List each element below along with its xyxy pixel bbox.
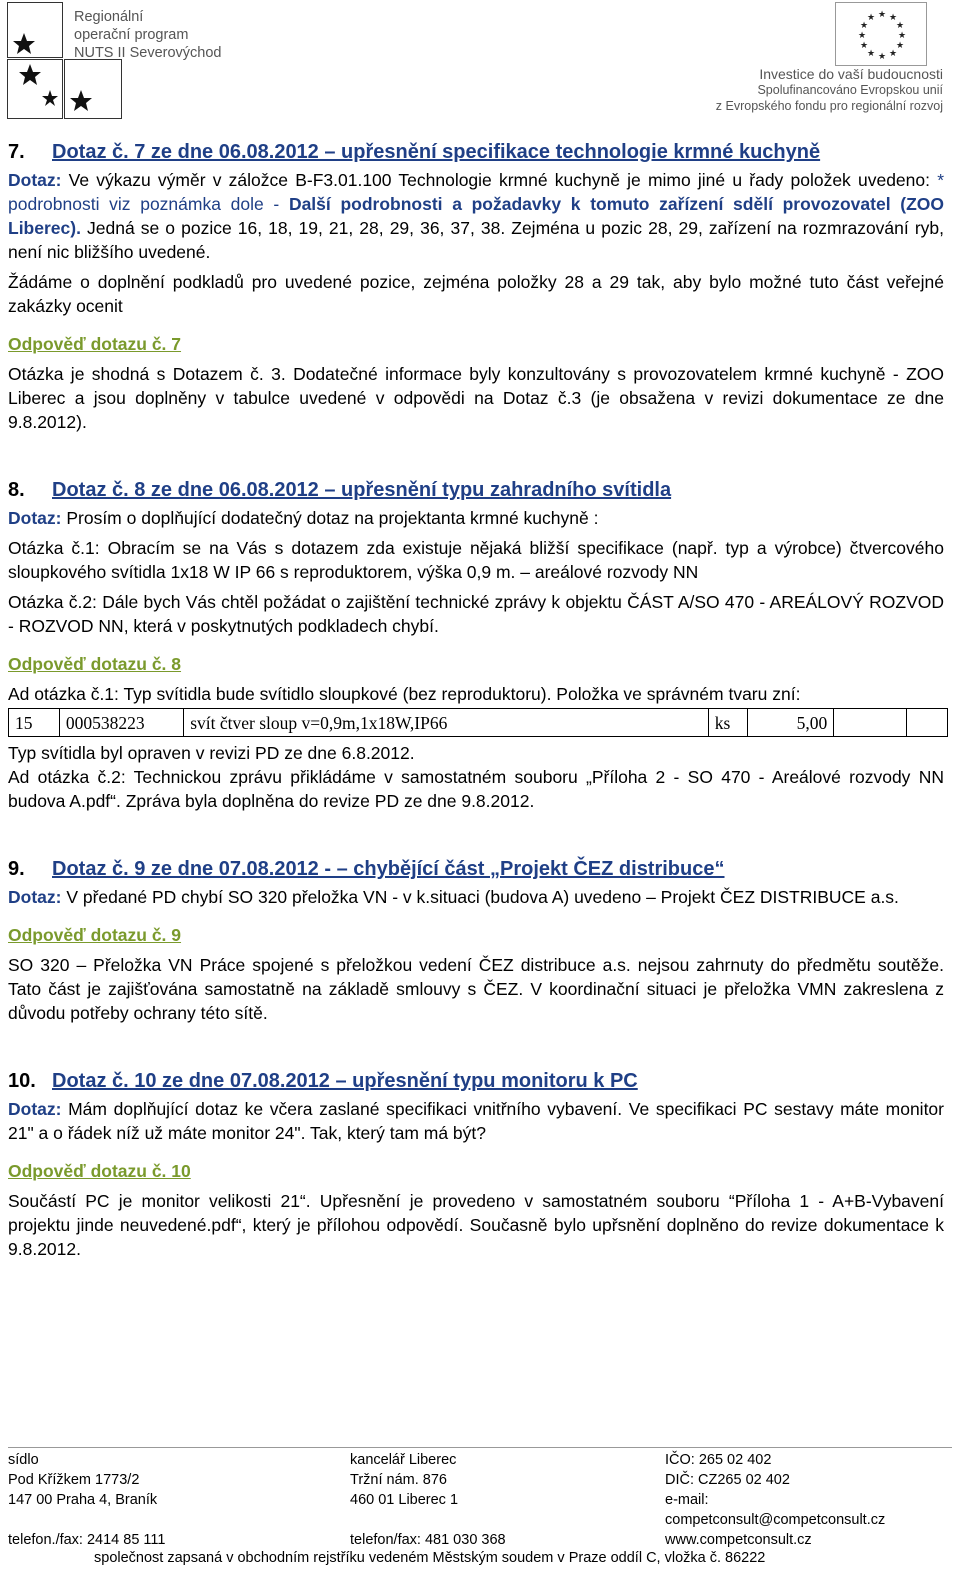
question-label: Dotaz: [8, 170, 62, 190]
svg-text:★: ★ [889, 13, 898, 23]
rop-logo [7, 2, 237, 120]
page-header [0, 0, 960, 125]
table-cell: 000538223 [59, 709, 183, 737]
eu-slogan [716, 66, 943, 114]
answer-7-heading: Odpověď dotazu č. 7 [8, 334, 182, 354]
section-title-link[interactable]: Dotaz č. 10 ze dne 07.08.2012 – upřesnění typu monitoru k PC [52, 1070, 638, 1092]
answer-9: SO 320 – Přeložka VN Práce spojené s přeložkou vedení ČEZ distribuce a.s. nejsou zahrnuty do předmětu soutěže. Tato část je zajišťována samostatně na základě smlouvy s ČEZ. V koordinační situaci je přeložka VMN zakreslena z důvodu potřeby ochrany této sítě. [8, 955, 944, 1023]
page-footer [8, 1447, 952, 1566]
footer-line: Tržní nám. 876 [350, 1472, 447, 1488]
answer-10: Součástí PC je monitor velikosti 21“. Upřesnění je provedeno v samostatném souboru “Příloha 1 - A+B-Vybavení projektu jinde neuvedené.pdf“, který je přílohou odpovědí. Současně bylo upřsnění doplněno do revize dokumentace k 9.8.2012. [8, 1191, 944, 1259]
footer-line: e-mail: [665, 1492, 709, 1508]
question-8-1: Otázka č.1: Obracím se na Vás s dotazem zda existuje nějaká bližší specifikace (např. typ a výrobce) čtvercového sloupkového svítidla 1x18 W IP 66 s reproduktorem, výška 0,9 m. – areálové rozvody NN [8, 538, 944, 582]
footer-line: kancelář Liberec [350, 1452, 457, 1468]
question-note: * podrobnosti viz poznámka dole - [8, 170, 944, 214]
table-cell [834, 709, 906, 737]
section-number: 8. [8, 479, 25, 501]
question-9 [8, 885, 944, 909]
footer-line [8, 1510, 165, 1530]
answer-8-2: Typ svítidla byl opraven v revizi PD ze dne 6.8.2012. [8, 743, 415, 763]
answer-10-heading: Odpověď dotazu č. 10 [8, 1161, 191, 1181]
svg-text:★: ★ [898, 31, 907, 41]
question-text: Jedná se o pozice 16, 18, 19, 21, 28, 29, 36, 37, 38. Zejména u pozic 28, 29, zařízení na rozmrazování ryb, není nic bližšího uvedené. [8, 218, 944, 262]
footer-website-link[interactable]: www.competconsult.cz [665, 1532, 812, 1548]
footer-column-office [350, 1450, 506, 1550]
logo-square-top [7, 2, 63, 58]
question-7-request: Žádáme o doplnění podkladů pro uvedené pozice, zejména položky 28 a 29 tak, aby bylo možné tuto část veřejné zakázky ocenit [8, 272, 944, 316]
svg-text:★: ★ [878, 10, 887, 20]
question-8 [8, 506, 944, 530]
footer-line: telefon/fax: 481 030 368 [350, 1532, 506, 1548]
section-title-link[interactable]: Dotaz č. 7 ze dne 06.08.2012 – upřesnění specifikace technologie krmné kuchyně [52, 141, 821, 163]
svg-text:★: ★ [889, 49, 898, 59]
question-7 [8, 168, 944, 264]
question-8-2: Otázka č.2: Dále bych Vás chtěl požádat o zajištění technické zprávy k objektu ČÁST A/SO 470 - AREÁLOVÝ ROZVOD - ROZVOD NN, která v poskytnutých podkladech chybí. [8, 592, 944, 636]
table-cell: 15 [9, 709, 60, 737]
section-title-link[interactable]: Dotaz č. 9 ze dne 07.08.2012 - – chybějící část „Projekt ČEZ distribuce“ [52, 858, 725, 880]
footer-line: telefon./fax: 2414 85 111 [8, 1532, 166, 1548]
section-9-title [8, 855, 944, 883]
logo-line: NUTS II Severovýchod [74, 45, 222, 61]
svg-text:★: ★ [867, 49, 876, 59]
section-10-title [8, 1067, 944, 1095]
item-table [8, 708, 948, 737]
table-cell: 5,00 [747, 709, 833, 737]
table-cell [906, 709, 948, 737]
eu-slogan-line: Spolufinancováno Evropskou unií [757, 83, 943, 97]
footer-column-seat [8, 1450, 165, 1550]
question-text: Prosím o doplňující dodatečný dotaz na projektanta krmné kuchyně : [61, 508, 599, 528]
table-cell: ks [708, 709, 747, 737]
question-label: Dotaz: [8, 887, 62, 907]
footer-email-link[interactable]: competconsult@competconsult.cz [665, 1512, 886, 1528]
logo-square-bottom-right [64, 59, 122, 119]
footer-line: Pod Křížkem 1773/2 [8, 1472, 140, 1488]
answer-8-3: Ad otázka č.2: Technickou zprávu přikládáme v samostatném souboru „Příloha 2 - SO 470 - Areálové rozvody NN budova A.pdf“. Zpráva byla doplněna do revize PD ze dne 9.8.2012. [8, 767, 944, 811]
footer-line: 460 01 Liberec 1 [350, 1492, 459, 1508]
answer-8-1: Ad otázka č.1: Typ svítidla bude svítidlo sloupkové (bez reproduktoru). Položka ve správném tvaru zní: [8, 684, 801, 704]
answer-8-heading: Odpověď dotazu č. 8 [8, 654, 182, 674]
section-number: 10. [8, 1070, 36, 1092]
svg-text:★: ★ [860, 41, 869, 51]
footer-registration: společnost zapsaná v obchodním rejstříku vedeném Městským soudem v Praze oddíl C, vložka č. 86222 [94, 1550, 766, 1566]
table-row [9, 709, 948, 737]
svg-text:★: ★ [867, 13, 876, 23]
question-label: Dotaz: [8, 1099, 62, 1119]
question-label: Dotaz: [8, 508, 62, 528]
logo-text [74, 8, 221, 62]
footer-line: IČO: 265 02 402 [665, 1452, 772, 1468]
svg-text:★: ★ [860, 21, 869, 31]
question-text: Mám doplňující dotaz ke včera zaslané specifikaci vnitřního vybavení. Ve specifikaci PC sestavy máte monitor 21" a o řádek níž už máte monitor 24". Tak, který tam má být? [8, 1099, 944, 1143]
question-text: V předané PD chybí SO 320 přeložka VN - v k.situaci (budova A) uvedeno – Projekt ČEZ DISTRIBUCE a.s. [61, 887, 899, 907]
section-title-link[interactable]: Dotaz č. 8 ze dne 06.08.2012 – upřesnění typu zahradního svítidla [52, 479, 672, 501]
answer-7: Otázka je shodná s Dotazem č. 3. Dodatečné informace byly konzultovány s provozovatelem krmné kuchyně - ZOO Liberec a jsou doplněny v tabulce uvedené v odpovědi na Dotaz č.3 (je obsažena v revizi dokumentace ze dne 9.8.2012). [8, 364, 944, 432]
section-number: 9. [8, 858, 25, 880]
question-text: Ve výkazu výměr v záložce B-F3.01.100 Technologie krmné kuchyně je mimo jiné u řady položek uvedeno: [61, 170, 938, 190]
table-cell: svít čtver sloup v=0,9m,1x18W,IP66 [184, 709, 709, 737]
eu-slogan-line: Investice do vaší budoucnosti [759, 66, 943, 82]
section-number: 7. [8, 141, 25, 163]
svg-text:★: ★ [858, 31, 867, 41]
answer-9-heading: Odpověď dotazu č. 9 [8, 925, 182, 945]
eu-flag-icon [835, 2, 927, 66]
document-body [8, 138, 944, 1267]
footer-line: sídlo [8, 1452, 39, 1468]
eu-slogan-line: z Evropského fondu pro regionální rozvoj [715, 99, 943, 113]
logo-line: Regionální [74, 9, 144, 25]
section-7-title [8, 138, 944, 166]
question-10 [8, 1097, 944, 1145]
svg-text:★: ★ [896, 41, 905, 51]
question-emphasis: Další podrobnosti a požadavky k tomuto zařízení sdělí provozovatel (ZOO Liberec). [8, 194, 944, 238]
eu-logo [683, 2, 943, 118]
footer-line: DIČ: CZ265 02 402 [665, 1472, 790, 1488]
svg-text:★: ★ [878, 52, 887, 62]
svg-text:★: ★ [896, 21, 905, 31]
logo-line: operační program [74, 27, 189, 43]
footer-column-ids [665, 1450, 885, 1550]
logo-square-bottom-left [7, 59, 63, 119]
footer-line: 147 00 Praha 4, Braník [8, 1492, 158, 1508]
section-8-title [8, 476, 944, 504]
footer-line [350, 1510, 506, 1530]
